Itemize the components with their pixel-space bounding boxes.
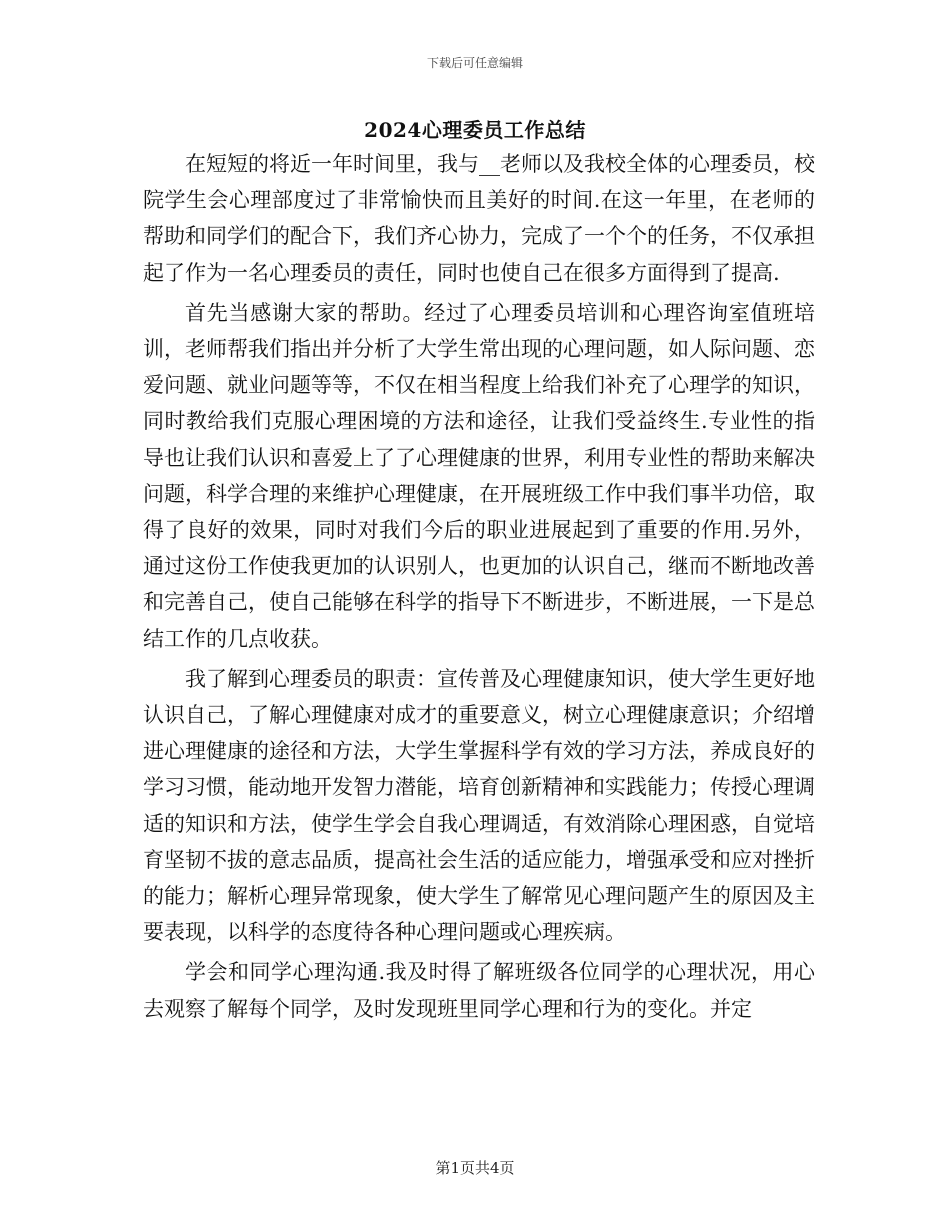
document-body <box>143 146 815 1031</box>
document-title: 2024心理委员工作总结 <box>364 118 586 142</box>
page-number: 第1页共4页 <box>435 1159 515 1177</box>
paragraph-3: 我了解到心理委员的职责：宣传普及心理健康知识，使大学生更好地认识自己，了解心理健康对成才的重要意义，树立心理健康意识；介绍增进心理健康的途径和方法，大学生掌握科学有效的学习方法，养成良好的学习习惯，能动地开发智力潜能，培育创新精神和实践能力；传授心理调适的知识和方法，使学生学会自我心理调适，有效消除心理困惑，自觉培育坚韧不拔的意志品质，提高社会生活的适应能力，增强承受和应对挫折的能力；解析心理异常现象，使大学生了解常见心理问题产生的原因及主要表现，以科学的态度待各种心理问题或心理疾病。 <box>143 666 815 945</box>
paragraph-2: 首先当感谢大家的帮助。经过了心理委员培训和心理咨询室值班培训，老师帮我们指出并分析了大学生常出现的心理问题，如人际问题、恋爱问题、就业问题等等，不仅在相当程度上给我们补充了心理学的知识，同时教给我们克服心理困境的方法和途径，让我们受益终生.专业性的指导也让我们认识和喜爱上了了心理健康的世界，利用专业性的帮助来解决问题，科学合理的来维护心理健康，在开展班级工作中我们事半功倍，取得了良好的效果，同时对我们今后的职业进展起到了重要的作用.另外，通过这份工作使我更加的认识别人，也更加的认识自己，继而不断地改善和完善自己，使自己能够在科学的指导下不断进步，不断进展，一下是总结工作的几点收获。 <box>143 300 815 651</box>
paragraph-1: 在短短的将近一年时间里，我与__老师以及我校全体的心理委员，校院学生会心理部度过了非常愉快而且美好的时间.在这一年里，在老师的帮助和同学们的配合下，我们齐心协力，完成了一个个的任务，不仅承担起了作为一名心理委员的责任，同时也使自己在很多方面得到了提高. <box>143 152 815 285</box>
paragraph-4: 学会和同学心理沟通.我及时得了解班级各位同学的心理状况，用心去观察了解每个同学，及时发现班里同学心理和行为的变化。并定 <box>143 960 815 1021</box>
top-note: 下载后可任意编辑 <box>426 56 523 70</box>
